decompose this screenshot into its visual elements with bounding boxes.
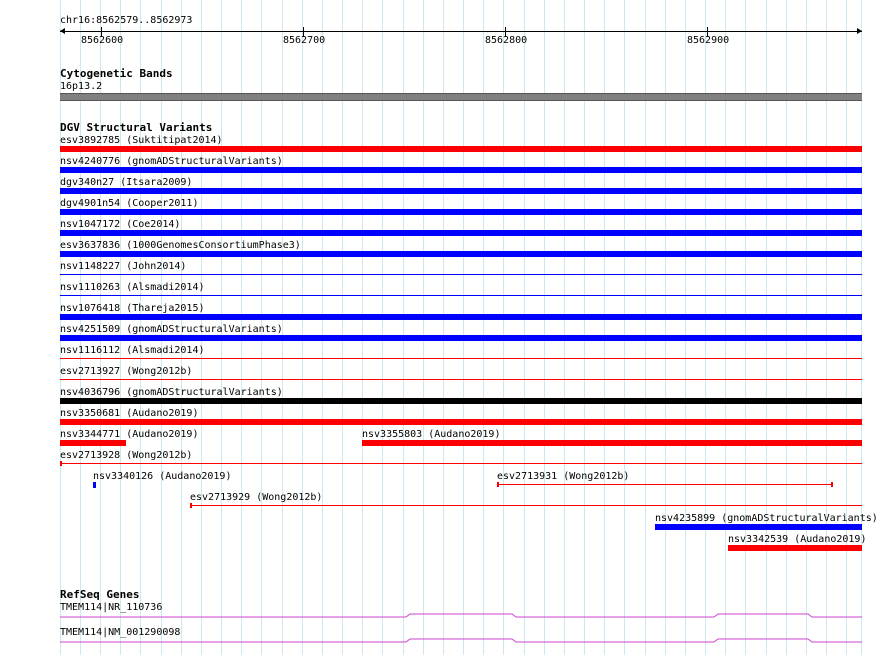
variant-label: esv2713931 (Wong2012b) [497, 471, 630, 482]
gene-label: TMEM114|NM_001290098 [60, 627, 181, 638]
cytoband-label: 16p13.2 [60, 81, 103, 92]
cytobands-track-title: Cytogenetic Bands [60, 67, 173, 80]
variant-label: nsv1047172 (Coe2014) [60, 219, 181, 230]
variant-label: nsv1110263 (Alsmadi2014) [60, 282, 205, 293]
variant-label: nsv4240776 (gnomADStructuralVariants) [60, 156, 283, 167]
variant-label: esv2713929 (Wong2012b) [190, 492, 323, 503]
region-label: chr16:8562579..8562973 [60, 15, 193, 26]
variant-label: nsv4235899 (gnomADStructuralVariants) [655, 513, 878, 524]
ruler-tick-label: 8562800 [485, 35, 528, 46]
variant-label: nsv3342539 (Audano2019) [728, 534, 867, 545]
variant-label: dgv4901n54 (Cooper2011) [60, 198, 199, 209]
variant-label: nsv1148227 (John2014) [60, 261, 187, 272]
gene-model-nr-110736 [60, 614, 862, 617]
variant-label: esv2713927 (Wong2012b) [60, 366, 193, 377]
gene-label: TMEM114|NR_110736 [60, 602, 163, 613]
dgv-track-title: DGV Structural Variants [60, 121, 213, 134]
variant-label: nsv3350681 (Audano2019) [60, 408, 199, 419]
ruler-tick-label: 8562900 [687, 35, 730, 46]
ruler-tick-label: 8562600 [81, 35, 124, 46]
variant-label: esv2713928 (Wong2012b) [60, 450, 193, 461]
variant-label: nsv3340126 (Audano2019) [93, 471, 232, 482]
refseq-track-title: RefSeq Genes [60, 588, 140, 601]
variant-label: nsv1116112 (Alsmadi2014) [60, 345, 205, 356]
variant-label: nsv3344771 (Audano2019) [60, 429, 199, 440]
variant-label: nsv4036796 (gnomADStructuralVariants) [60, 387, 283, 398]
ruler-tick-label: 8562700 [283, 35, 326, 46]
variant-label: dgv340n27 (Itsara2009) [60, 177, 193, 188]
variant-label: nsv1076418 (Thareja2015) [60, 303, 205, 314]
gene-model-nm-001290098 [60, 639, 862, 642]
variant-label: esv3892785 (Suktitipat2014) [60, 135, 223, 146]
variant-label: nsv4251509 (gnomADStructuralVariants) [60, 324, 283, 335]
variant-label: esv3637836 (1000GenomesConsortiumPhase3) [60, 240, 301, 251]
variant-label: nsv3355803 (Audano2019) [362, 429, 501, 440]
